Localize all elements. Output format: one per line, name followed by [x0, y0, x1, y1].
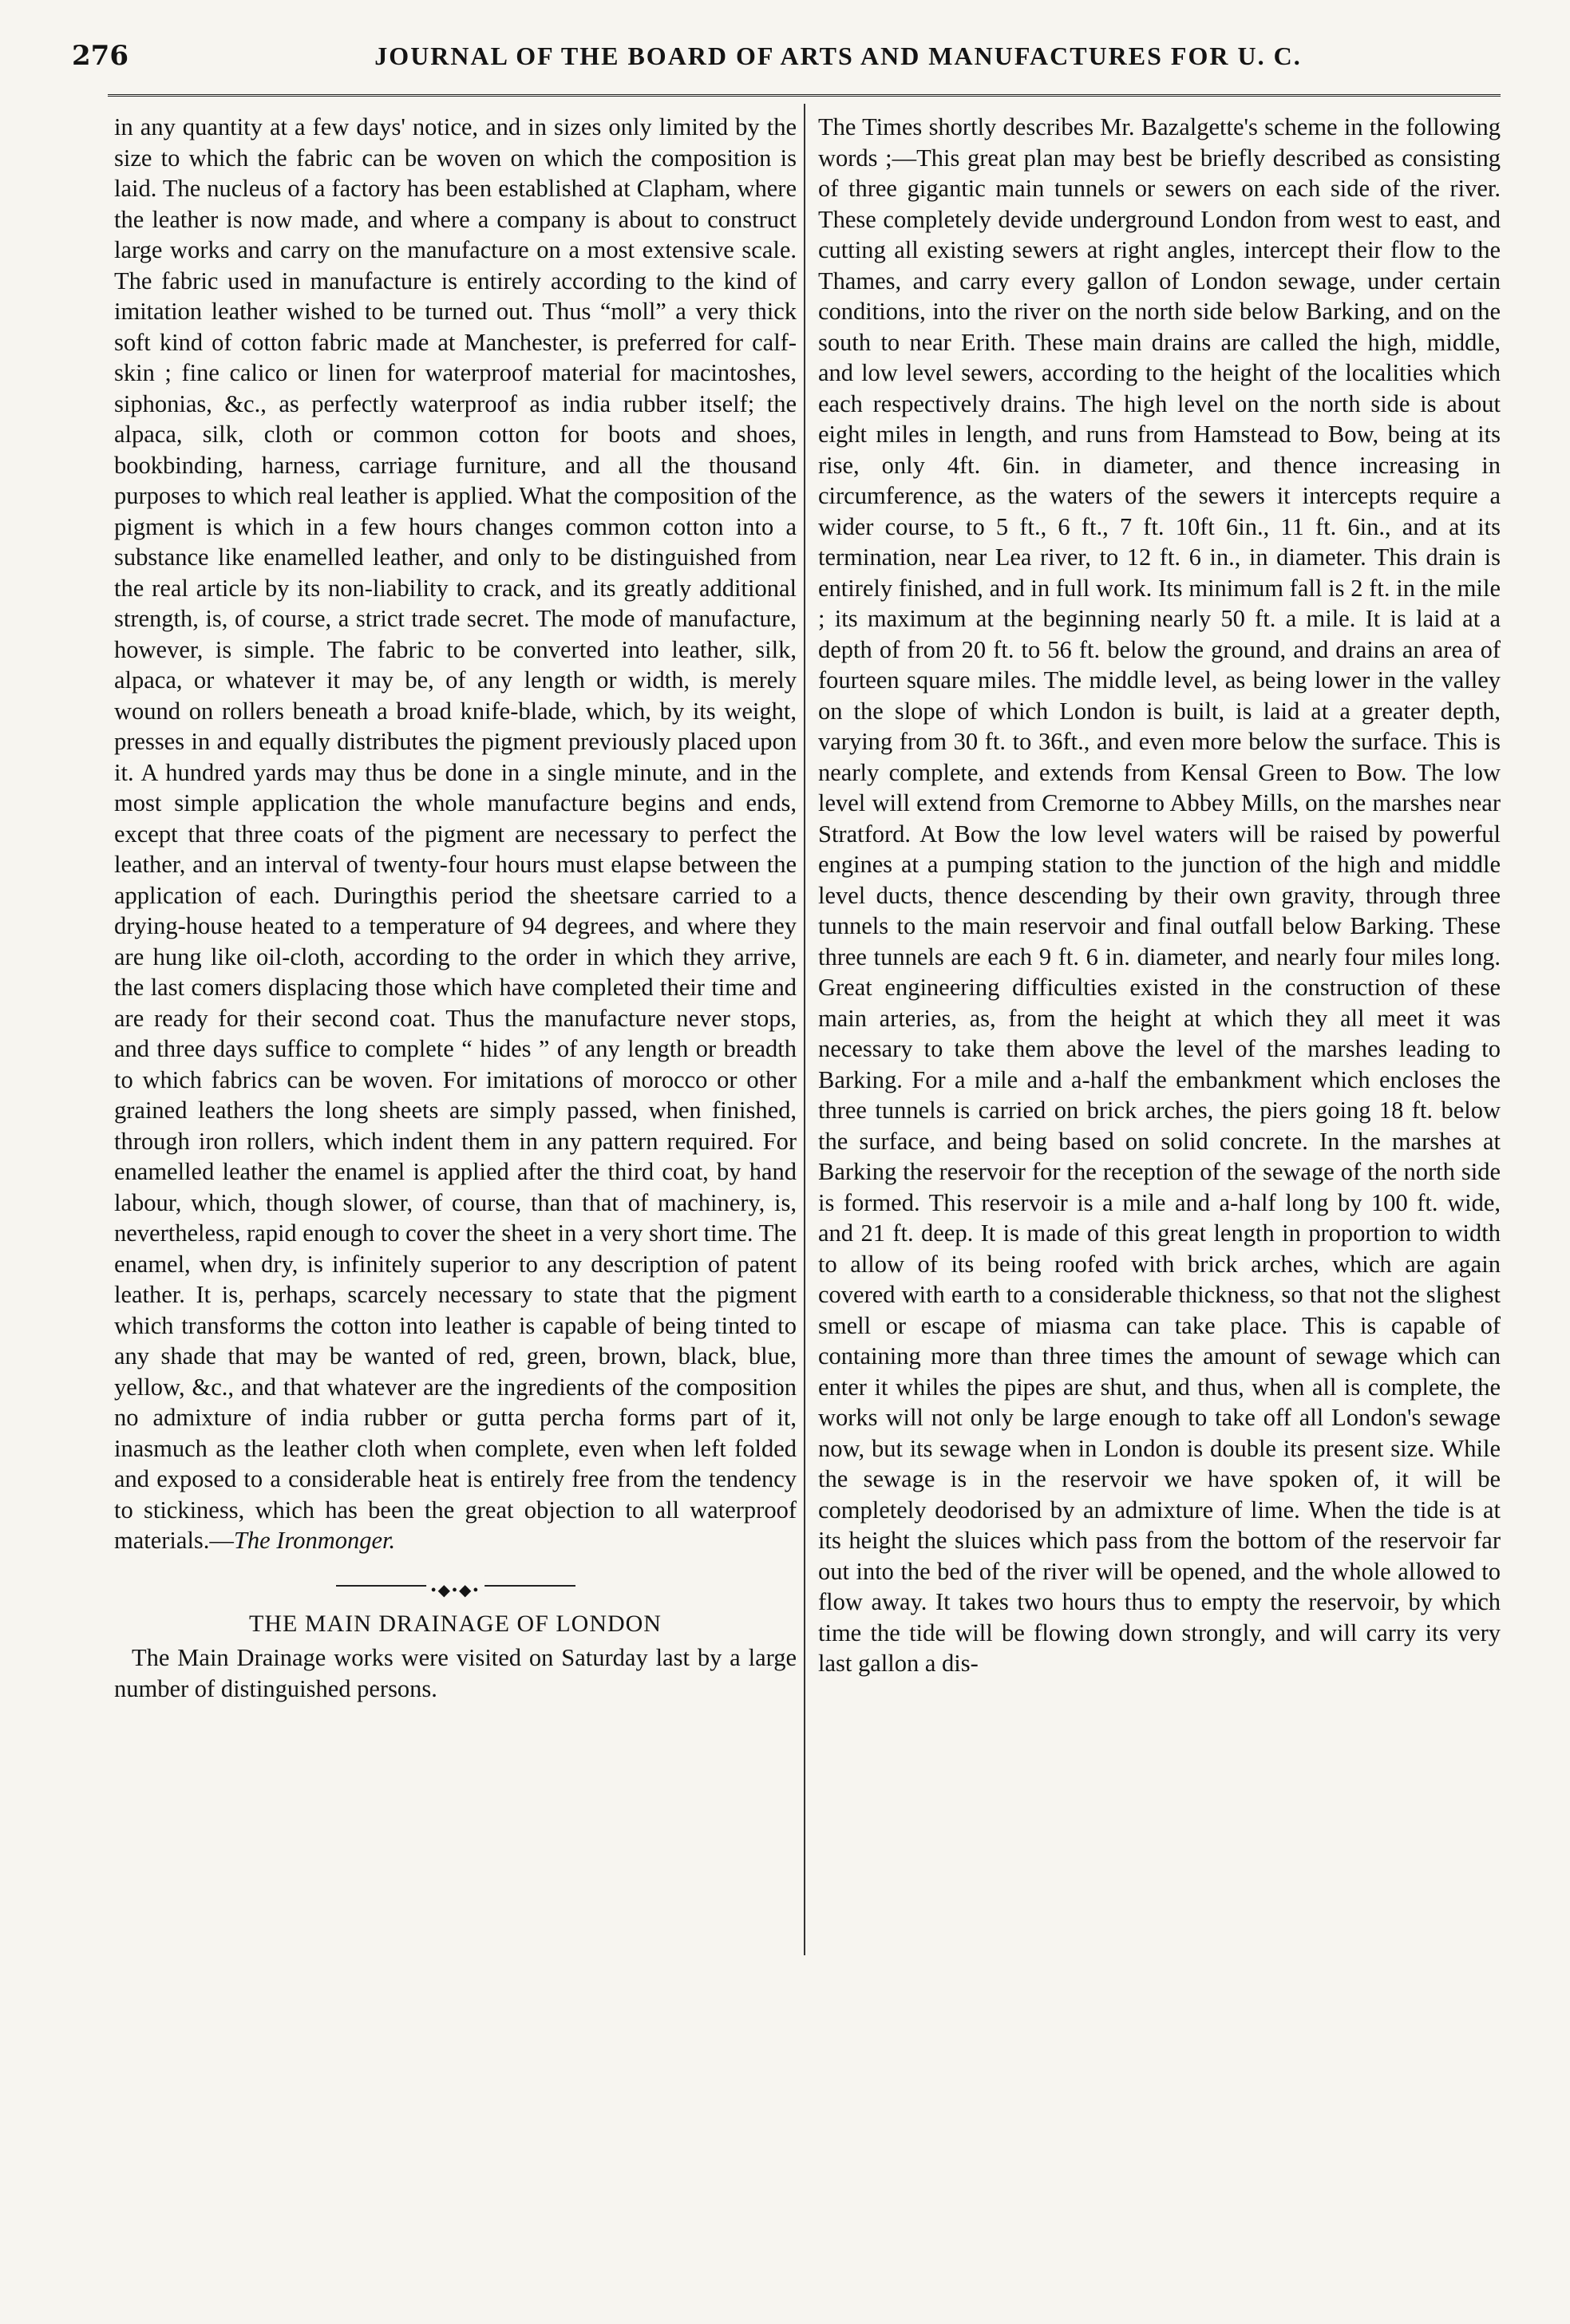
- section-heading: THE MAIN DRAINAGE OF LONDON: [249, 1610, 662, 1637]
- article-paragraph: The Main Drainage works were visited on Saturday last by a large number of distinguished persons.: [114, 1644, 797, 1702]
- article-paragraph: [114, 112, 797, 1556]
- journal-title: JOURNAL OF THE BOARD OF ARTS AND MANUFACTURES FOR U. C.: [374, 41, 1302, 70]
- article-paragraph: The Times shortly describes Mr. Bazalgette's scheme in the following words ;—This great plan may best be briefly described as consisting of three gigantic main tunnels or sewers on each side of the river. These completely devide underground London from west to east, and cutting all existing sewers at right angles, intercept their flow to the Thames, and carry every gallon of London sewage, under certain conditions, into the river on the north side below Barking, and on the south to near Erith. These main drains are called the high, middle, and low level sewers, according to the height of the localities which each respectively drains. The high level on the north side is about eight miles in length, and runs from Hamstead to Bow, being at its rise, only 4ft. 6in. in diameter, and thence increasing in circumference, as the waters of the sewers it intercepts require a wider course, to 5 ft., 6 ft., 7 ft. 10ft 6in., 11 ft. 6in., and at its termination, near Lea river, to 12 ft. 6 in., in diameter. This drain is entirely finished, and in full work. Its minimum fall is 2 ft. in the mile ; its maximum at the beginning nearly 50 ft. a mile. It is laid at a depth of from 20 ft. to 56 ft. below the ground, and drains an area of fourteen square miles. The middle level, as being lower in the valley on the slope of which London is built, is laid at a greater depth, varying from 30 ft. to 36ft., and even more below the surface. This is nearly complete, and extends from Kensal Green to Bow. The low level will extend from Cremorne to Abbey Mills, on the marshes near Stratford. At Bow the low level waters will be raised by powerful engines at a pumping station to the junction of the high and middle level ducts, thence descending by their own gravity, through three tunnels to the main reservoir and final outfall below Barking. These three tunnels are each 9 ft. 6 in. diameter, and nearly four miles long. Great engineering difficulties existed in the construction of these main arteries, as, from the height at which they all meet it was necessary to take them above the level of the marshes leading to Barking. For a mile and a-half the embankment which encloses the three tunnels is carried on brick arches, the piers going 18 ft. below the surface, and being based on solid concrete. In the marshes at Barking the reservoir for the reception of the sewage of the north side is formed. This reservoir is a mile and a-half long by 100 ft. wide, and 21 ft. deep. It is made of this great length in proportion to width to allow of its being roofed with brick arches, which are again covered with earth to a considerable thickness, so that not the slighest smell or escape of miasma can take place. This is capable of containing more than three times the amount of sewage which can enter it whiles the pipes are shut, and thus, when all is complete, the works will not only be large enough to take off all London's sewage now, but its sewage when in London is double its present size. While the sewage is in the reservoir we have spoken of, it will be completely deodorised by an admixture of lime. When the tide is at its height the sluices which pass from the bottom of the reservoir far out into the bed of the river will be opened, and the whole allowed to flow away. It takes two hours thus to empty the reservoir, by which time the tide will be flowing down strongly, and will carry its very last gallon a dis-: [818, 113, 1501, 1677]
- page-number: 276: [72, 40, 129, 72]
- header-rule: [108, 94, 1501, 97]
- left-column: [114, 112, 797, 1704]
- running-head: [72, 32, 1509, 80]
- right-column: [818, 112, 1501, 1679]
- source-attribution: The Ironmonger.: [233, 1527, 396, 1554]
- column-divider: [804, 104, 805, 1955]
- paragraph-text: in any quantity at a few days' notice, and in sizes only limited by the size to which the fabric can be woven on which the composition is laid. The nucleus of a factory has been established at Clapham, where the leather is now made, and where a company is about to construct large works and carry on the manufacture on a most extensive scale. The fabric used in manufacture is entirely according to the kind of imitation leather wished to be turned out. Thus “moll” a very thick soft kind of cotton fabric made at Manchester, is preferred for calf-skin ; fine calico or linen for waterproof material for macintoshes, siphonias, &c., as perfectly waterproof as india rubber itself; the alpaca, silk, cloth or common cotton for boots and shoes, bookbinding, harness, carriage furniture, and all the thousand purposes to which real leather is applied. What the composition of the pigment is which in a few hours changes common cotton into a substance like enamelled leather, and only to be distinguished from the real article by its non-liability to crack, and its greatly additional strength, is, of course, a strict trade secret. The mode of manufacture, however, is simple. The fabric to be converted into leather, silk, alpaca, or whatever it may be, of any length or width, is merely wound on rollers beneath a broad knife-blade, which, by its weight, presses in and equally distributes the pigment previously placed upon it. A hundred yards may thus be done in a single minute, and in the most simple application the whole manufacture begins and ends, except that three coats of the pigment are necessary to perfect the leather, and an interval of twenty-four hours must elapse between the application of each. Duringthis period the sheetsare carried to a drying-house heated to a temperature of 94 degrees, and where they are hung like oil-cloth, according to the order in which they arrive, the last comers displacing those which have completed their time and are ready for their second coat. Thus the manufacture never stops, and three days suffice to complete “ hides ” of any length or breadth to which fabrics can be woven. For imitations of morocco or other grained leathers the long sheets are simply passed, when finished, through iron rollers, which indent them in any pattern required. For enamelled leather the enamel is applied after the third coat, by hand labour, which, though slower, of course, than that of machinery, is, nevertheless, rapid enough to cover the sheet in a very short time. The enamel, when dry, is infinitely superior to any description of patent leather. It is, perhaps, scarcely necessary to state that the pigment which transforms the cotton into leather is capable of being tinted to any shade that may be wanted of red, green, brown, black, blue, yellow, &c., and that whatever are the ingredients of the composition no admixture of india rubber or gutta percha forms part of it, inasmuch as the leather cloth when complete, even when left folded and exposed to a considerable heat is entirely free from the tendency to stickiness, which has been the great objection to all waterproof materials.—: [114, 113, 797, 1554]
- separator-ornament: •◆•◆•: [426, 1575, 485, 1607]
- section-separator: [336, 1579, 575, 1599]
